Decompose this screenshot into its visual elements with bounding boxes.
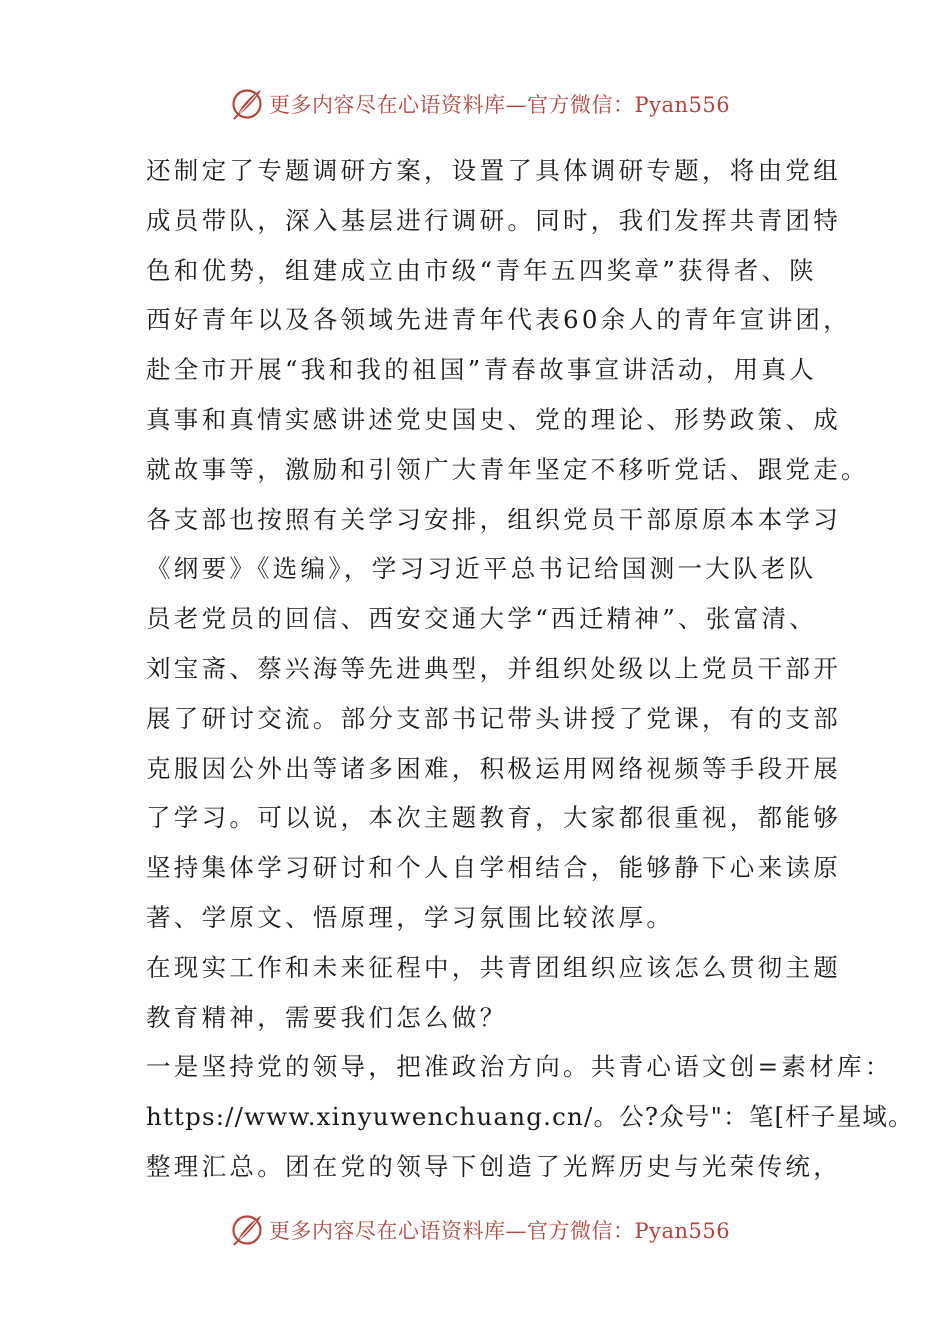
text-line: 克服因公外出等诸多困难，积极运用网络视频等手段开展 (146, 753, 841, 783)
url-text-line: https://www.xinyuwenchuang.cn/。公?众号"：笔[杆子星域。 (146, 1102, 914, 1132)
header-banner (229, 84, 730, 124)
footer-banner-text: 更多内容尽在心语资料库—官方微信：Pyan556 (269, 1219, 731, 1243)
text-line: 成员带队，深入基层进行调研。同时，我们发挥共青团特 (146, 205, 841, 235)
quill-pen-logo-icon (229, 1212, 265, 1248)
text-line: 还制定了专题调研方案，设置了具体调研专题，将由党组 (146, 156, 841, 185)
document-body (146, 146, 914, 1192)
text-line: 了学习。可以说，本次主题教育，大家都很重视，都能够 (146, 803, 841, 833)
quill-pen-logo-icon (229, 86, 265, 122)
text-line: 一是坚持党的领导，把准政治方向。共青心语文创=素材库： (146, 1052, 893, 1082)
text-line: 在现实工作和未来征程中，共青团组织应该怎么贯彻主题 (146, 952, 841, 982)
text-line: 坚持集体学习研讨和个人自学相结合，能够静下心来读原 (146, 853, 841, 883)
text-line: 教育精神，需要我们怎么做？ (146, 1002, 508, 1032)
text-line: 西好青年以及各领域先进青年代表60余人的青年宣讲团， (146, 305, 851, 335)
text-line: 著、学原文、悟原理，学习氛围比较浓厚。 (146, 902, 675, 932)
text-line: 员老党员的回信、西安交通大学“西迁精神”、张富清、 (146, 604, 818, 634)
text-line: 整理汇总。团在党的领导下创造了光辉历史与光荣传统， (146, 1151, 841, 1181)
text-line: 各支部也按照有关学习安排，组织党员干部原原本本学习 (146, 504, 841, 534)
text-line: 色和优势，组建成立由市级“青年五四奖章”获得者、陕 (146, 255, 818, 285)
header-banner-text: 更多内容尽在心语资料库—官方微信：Pyan556 (269, 93, 731, 117)
text-line: 展了研讨交流。部分支部书记带头讲授了党课，有的支部 (146, 703, 841, 733)
text-line: 赴全市开展“我和我的祖国”青春故事宣讲活动，用真人 (146, 355, 818, 385)
text-line: 刘宝斋、蔡兴海等先进典型，并组织处级以上党员干部开 (146, 653, 841, 683)
footer-banner (229, 1210, 730, 1250)
text-line: 真事和真情实感讲述党史国史、党的理论、形势政策、成 (146, 404, 841, 434)
text-line: 就故事等，激励和引领广大青年坚定不移听党话、跟党走。 (146, 454, 869, 484)
text-line: 《纲要》《选编》，学习习近平总书记给国测一大队老队 (146, 554, 817, 584)
